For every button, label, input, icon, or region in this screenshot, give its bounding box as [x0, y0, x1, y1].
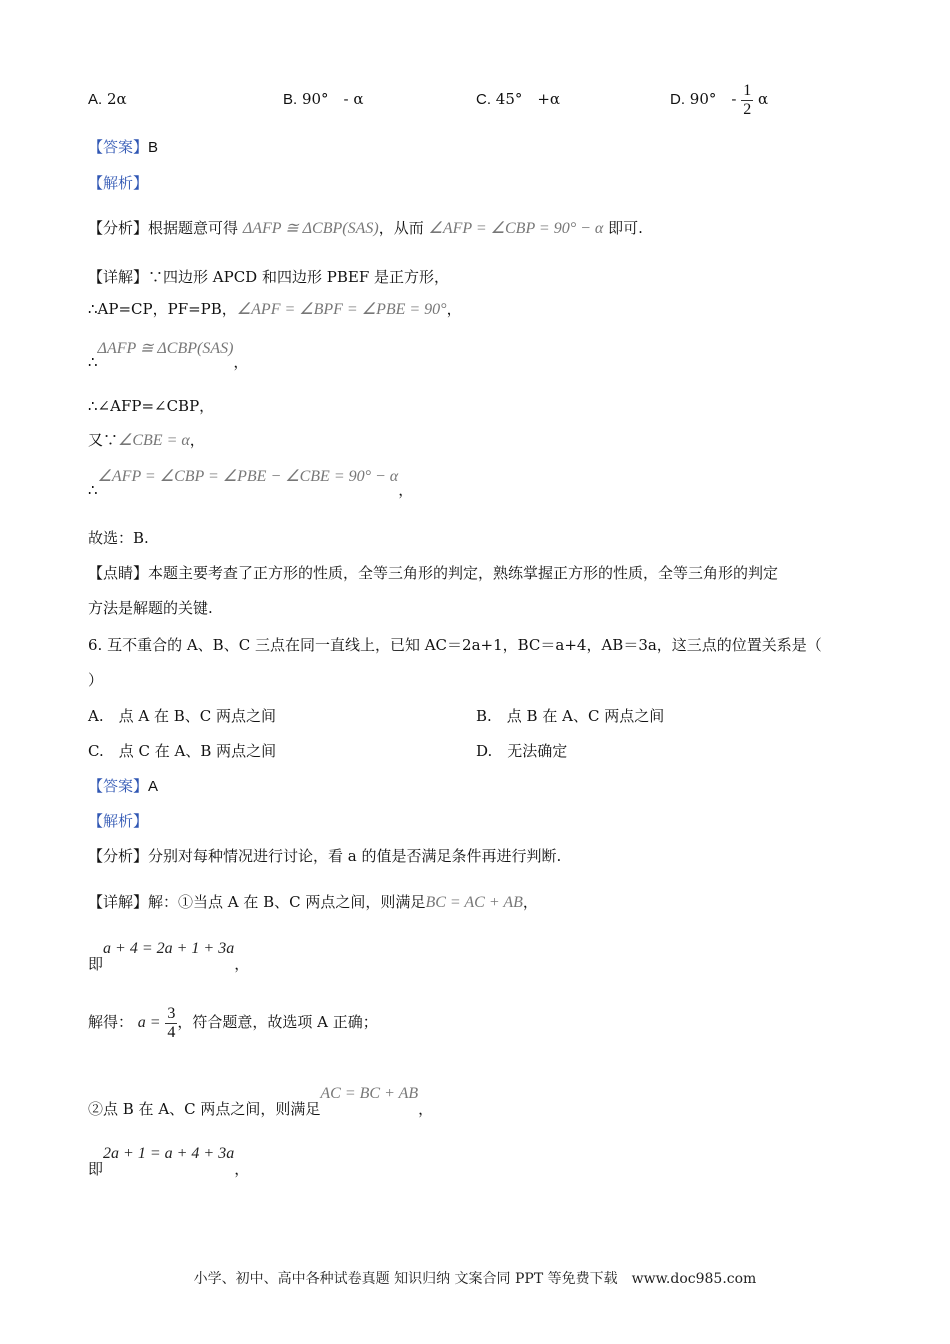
q6-analysis-tag: 【解析】 [88, 812, 149, 830]
q6-option-a: A. 点 A 在 B、C 两点之间 [88, 707, 277, 725]
math-expr: ΔAFP ≅ ΔCBP(SAS) [242, 220, 379, 237]
option-b-value: 90° - α [301, 90, 364, 108]
option-a-value: 2α [106, 90, 127, 108]
math-expr: ∠AFP = ∠CBP = 90° − α [428, 220, 604, 237]
q5-comment-line1: 【点睛】本题主要考查了正方形的性质，全等三角形的判定，熟练掌握正方形的性质，全等三角形的判定 [88, 564, 779, 582]
math-expr: 2a + 1 = a + 4 + 3a [103, 1145, 235, 1162]
q6-step3: 解得： a = $\frac{3}{4}$ ，符合题意，故选项 A 正确； [88, 1004, 378, 1041]
q6-fenxi: 【分析】分别对每种情况进行讨论，看 a 的值是否满足条件再进行判断. [88, 847, 562, 865]
math-expr: ∠CBE = α [118, 432, 190, 449]
q5-detail-line6: ∴∠AFP = ∠CBP = ∠PBE − ∠CBE = 90° − α， [88, 468, 414, 499]
q5-choose: 故选：B. [88, 529, 149, 547]
q5-comment-line2: 方法是解题的关键. [88, 599, 213, 617]
q6-step1: 【详解】解：①当点 A 在 B、C 两点之间，则满足BC = AC + AB， [88, 893, 538, 911]
math-expr: ΔAFP ≅ ΔCBP(SAS) [97, 340, 234, 357]
math-expr: BC = AC + AB [425, 894, 523, 911]
q5-detail-line2: ∴AP=CP，PF=PB，∠APF = ∠BPF = ∠PBE = 90°， [88, 300, 462, 318]
option-d-suffix: α [758, 90, 769, 108]
answer-tag: 【答案】 [88, 138, 149, 156]
option-d-fraction: $\frac{1}{2}$ [743, 81, 752, 118]
math-expr: ∠AFP = ∠CBP = ∠PBE − ∠CBE = 90° − α [97, 468, 399, 485]
math-expr: a = [137, 1014, 161, 1031]
q6-option-b: B. 点 B 在 A、C 两点之间 [476, 707, 665, 725]
q5-fenxi: 【分析】根据题意可得 ΔAFP ≅ ΔCBP(SAS)，从而 ∠AFP = ∠CBP = 90° − α 即可. [88, 219, 643, 237]
fraction: $\frac{3}{4}$ [167, 1004, 176, 1041]
q6-option-c: C. 点 C 在 A、B 两点之间 [88, 742, 277, 760]
q6-answer: 【答案】A [88, 777, 159, 795]
q6-step4: ②点 B 在 A、C 两点之间，则满足AC = BC + AB， [88, 1085, 434, 1118]
q5-answer: 【答案】B [88, 138, 159, 156]
q6-step2: 即a + 4 = 2a + 1 + 3a， [88, 940, 250, 973]
q6-stem-line2: ） [88, 671, 104, 689]
math-expr: a + 4 = 2a + 1 + 3a [103, 940, 235, 957]
option-d: D. 90° - $\frac{1}{2}$ α [670, 81, 769, 118]
option-c: C. 45° +α [476, 90, 561, 108]
q5-detail-line5: 又∵∠CBE = α， [88, 431, 205, 449]
math-expr: AC = BC + AB [320, 1085, 419, 1102]
option-b: B. 90° - α [283, 90, 364, 108]
math-expr: ∠APF = ∠BPF = ∠PBE = 90° [236, 301, 447, 318]
option-a: A. 2α [88, 90, 127, 108]
option-c-value: 45° +α [495, 90, 561, 108]
page-footer: 小学、初中、高中各种试卷真题 知识归纳 文案合同 PPT 等免费下载 www.doc985.com [193, 1271, 757, 1287]
q6-option-d: D. 无法确定 [476, 742, 568, 760]
q6-stem-line1: 6. 互不重合的 A、B、C 三点在同一直线上，已知 AC＝2a+1，BC＝a+4，AB＝3a，这三点的位置关系是（ [88, 636, 822, 654]
answer-tag: 【答案】 [88, 777, 149, 795]
q5-detail-line1: 【详解】∵四边形 APCD 和四边形 PBEF 是正方形， [88, 268, 449, 286]
q6-step5: 即2a + 1 = a + 4 + 3a， [88, 1145, 250, 1178]
q5-detail-line3: ∴ΔAFP ≅ ΔCBP(SAS)， [88, 340, 249, 371]
q5-analysis-tag: 【解析】 [88, 174, 149, 192]
option-d-prefix: 90° - [689, 90, 737, 108]
q5-detail-line4: ∴∠AFP=∠CBP， [88, 397, 215, 415]
